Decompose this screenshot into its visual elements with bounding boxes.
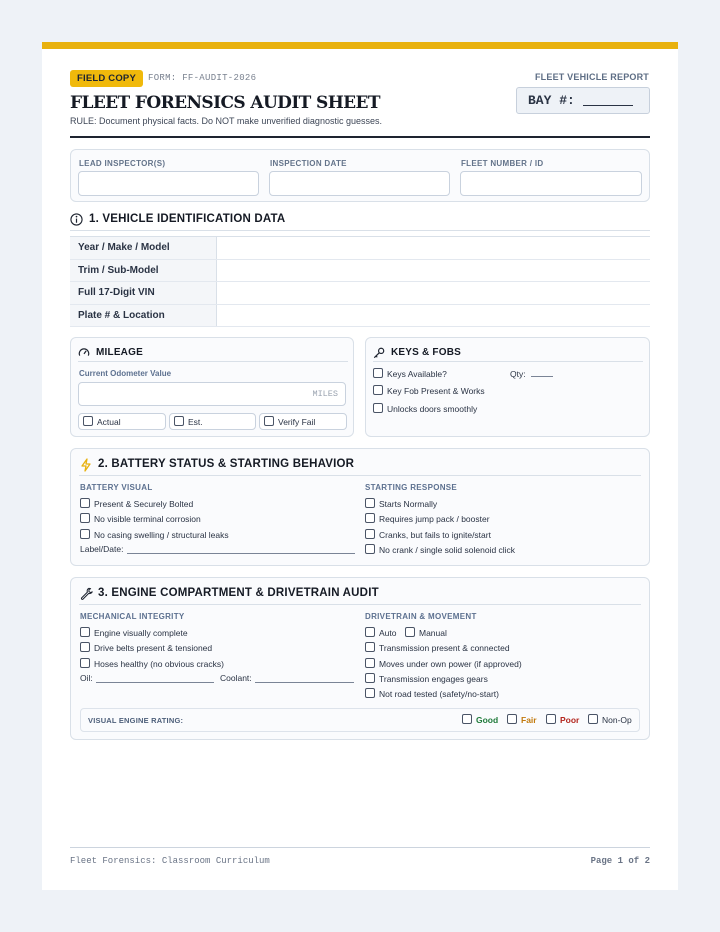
keys-panel <box>365 337 650 437</box>
engine-complete-label: Engine visually complete <box>94 628 188 638</box>
lightning-icon <box>80 458 92 472</box>
lead-inspector-input[interactable] <box>78 171 259 196</box>
keys-title: KEYS & FOBS <box>391 347 461 358</box>
actual-checkbox[interactable] <box>83 416 93 426</box>
keys-available-checkbox[interactable] <box>373 368 383 378</box>
key-icon <box>373 347 385 359</box>
drive-belts-checkbox[interactable] <box>80 642 90 652</box>
section-3-rule <box>79 604 641 605</box>
fob-label: Key Fob Present & Works <box>387 386 485 396</box>
hoses-label: Hoses healthy (no obvious cracks) <box>94 659 224 669</box>
engages-gears-checkbox[interactable] <box>365 673 375 683</box>
fob-checkbox[interactable] <box>373 385 383 395</box>
jump-pack-label: Requires jump pack / booster <box>379 514 490 524</box>
manual-checkbox[interactable] <box>405 627 415 637</box>
mileage-title: MILEAGE <box>96 347 143 358</box>
no-crank-label: No crank / single solid solenoid click <box>379 545 516 555</box>
engine-complete-checkbox[interactable] <box>80 627 90 637</box>
table-row <box>70 304 650 327</box>
no-corrosion-label: No visible terminal corrosion <box>94 514 201 524</box>
cranks-fails-checkbox[interactable] <box>365 529 375 539</box>
lead-inspector-label: LEAD INSPECTOR(S) <box>79 159 166 168</box>
row-label: Plate # & Location <box>70 304 216 327</box>
moves-checkbox[interactable] <box>365 658 375 668</box>
rating-poor-label: Poor <box>560 715 580 725</box>
wrench-icon <box>80 587 93 600</box>
engine-panel <box>70 577 650 740</box>
report-label: FLEET VEHICLE REPORT <box>534 72 649 82</box>
plate-input[interactable] <box>216 304 650 327</box>
not-road-tested-label: Not road tested (safety/no-start) <box>379 689 499 699</box>
trans-present-label: Transmission present & connected <box>379 643 510 653</box>
audit-sheet <box>42 42 678 890</box>
label-date-input[interactable] <box>127 544 355 554</box>
vin-input[interactable] <box>216 282 650 305</box>
actual-label: Actual <box>97 417 121 427</box>
drivetrain-head: DRIVETRAIN & MOVEMENT <box>365 612 477 621</box>
table-row <box>70 282 650 305</box>
estimated-option[interactable] <box>169 413 256 430</box>
row-label: Full 17-Digit VIN <box>70 282 216 305</box>
no-crank-checkbox[interactable] <box>365 544 375 554</box>
unlocks-label: Unlocks doors smoothly <box>387 404 478 414</box>
bay-number-field[interactable] <box>516 87 650 114</box>
keys-rule <box>373 361 643 362</box>
oil-label: Oil: <box>80 673 93 683</box>
fleet-number-input[interactable] <box>460 171 642 196</box>
qty-label: Qty: <box>510 369 526 379</box>
section-1-rule <box>70 230 650 231</box>
coolant-input[interactable] <box>255 673 354 683</box>
trans-present-checkbox[interactable] <box>365 642 375 652</box>
engages-gears-label: Transmission engages gears <box>379 674 488 684</box>
vehicle-id-table <box>70 236 650 327</box>
starting-response-head: STARTING RESPONSE <box>365 483 458 492</box>
miles-placeholder: MILES <box>312 389 338 399</box>
battery-visual-head: BATTERY VISUAL <box>80 483 153 492</box>
table-row <box>70 237 650 260</box>
mechanical-integrity-head: MECHANICAL INTEGRITY <box>80 612 185 621</box>
page-number: Page 1 of 2 <box>590 856 650 866</box>
section-3-title: 3. ENGINE COMPARTMENT & DRIVETRAIN AUDIT <box>98 587 379 599</box>
gauge-icon <box>78 347 90 359</box>
year-make-model-input[interactable] <box>216 237 650 260</box>
mileage-panel <box>70 337 354 437</box>
rating-nonop-label: Non-Op <box>602 715 632 725</box>
oil-input[interactable] <box>96 673 214 683</box>
no-corrosion-checkbox[interactable] <box>80 513 90 523</box>
rating-poor-checkbox[interactable] <box>546 714 556 724</box>
bay-blank <box>583 92 633 106</box>
starts-normally-label: Starts Normally <box>379 499 438 509</box>
label-date-label: Label/Date: <box>80 544 124 554</box>
info-icon <box>70 213 83 226</box>
bay-label: BAY #: <box>528 93 575 108</box>
accent-bar <box>42 42 678 49</box>
row-label: Trim / Sub-Model <box>70 259 216 282</box>
page-title: FLEET FORENSICS AUDIT SHEET <box>70 93 380 113</box>
rating-label: VISUAL ENGINE RATING: <box>88 716 184 725</box>
row-label: Year / Make / Model <box>70 237 216 260</box>
section-1-title: 1. VEHICLE IDENTIFICATION DATA <box>89 213 286 225</box>
odometer-input[interactable] <box>78 382 346 406</box>
unlocks-checkbox[interactable] <box>373 403 383 413</box>
moves-label: Moves under own power (if approved) <box>379 659 522 669</box>
mileage-rule <box>78 361 348 362</box>
qty-input[interactable] <box>531 368 553 377</box>
manual-label: Manual <box>419 628 447 638</box>
trim-input[interactable] <box>216 259 650 282</box>
inspection-date-label: INSPECTION DATE <box>270 159 347 168</box>
cranks-fails-label: Cranks, but fails to ignite/start <box>379 530 491 540</box>
battery-bolted-checkbox[interactable] <box>80 498 90 508</box>
footer-divider <box>70 847 650 848</box>
starts-normally-checkbox[interactable] <box>365 498 375 508</box>
rating-fair-label: Fair <box>521 715 537 725</box>
no-swelling-checkbox[interactable] <box>80 529 90 539</box>
hoses-checkbox[interactable] <box>80 658 90 668</box>
footer-curriculum: Fleet Forensics: Classroom Curriculum <box>70 856 270 866</box>
not-road-tested-checkbox[interactable] <box>365 688 375 698</box>
battery-panel <box>70 448 650 566</box>
header-divider <box>70 136 650 138</box>
rule-text: RULE: Document physical facts. Do NOT make unverified diagnostic guesses. <box>70 116 382 126</box>
inspection-date-input[interactable] <box>269 171 450 196</box>
rating-fair-checkbox[interactable] <box>507 714 517 724</box>
auto-checkbox[interactable] <box>365 627 375 637</box>
inspector-panel <box>70 149 650 202</box>
engine-rating-row <box>80 708 640 732</box>
section-2-rule <box>79 475 641 476</box>
rating-good-checkbox[interactable] <box>462 714 472 724</box>
verify-fail-label: Verify Fail <box>278 417 316 427</box>
battery-bolted-label: Present & Securely Bolted <box>94 499 194 509</box>
section-2-title: 2. BATTERY STATUS & STARTING BEHAVIOR <box>98 458 355 470</box>
coolant-label: Coolant: <box>220 673 252 683</box>
estimated-checkbox[interactable] <box>174 416 184 426</box>
auto-label: Auto <box>379 628 397 638</box>
no-swelling-label: No casing swelling / structural leaks <box>94 530 229 540</box>
table-row <box>70 259 650 282</box>
rating-good-label: Good <box>476 715 499 725</box>
keys-available-label: Keys Available? <box>387 369 447 379</box>
field-copy-badge: FIELD COPY <box>70 70 143 87</box>
odometer-label: Current Odometer Value <box>79 369 172 378</box>
actual-option[interactable] <box>78 413 166 430</box>
form-number: FORM: FF-AUDIT-2026 <box>148 73 257 83</box>
fleet-number-label: FLEET NUMBER / ID <box>461 159 544 168</box>
drive-belts-label: Drive belts present & tensioned <box>94 643 213 653</box>
rating-nonop-checkbox[interactable] <box>588 714 598 724</box>
verify-fail-option[interactable] <box>259 413 347 430</box>
verify-fail-checkbox[interactable] <box>264 416 274 426</box>
jump-pack-checkbox[interactable] <box>365 513 375 523</box>
estimated-label: Est. <box>188 417 203 427</box>
